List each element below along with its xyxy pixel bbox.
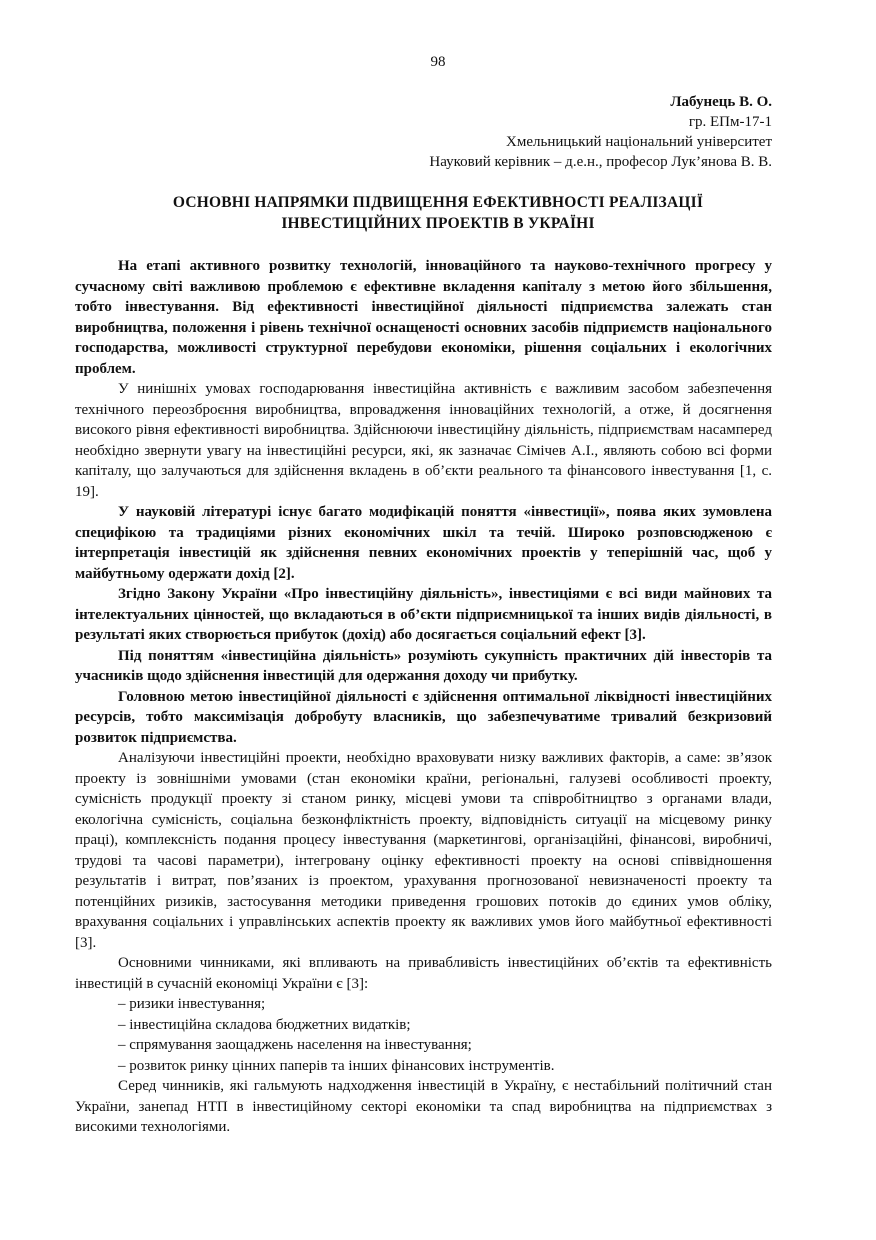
paragraph: Головною метою інвестиційної діяльності є здійснення оптимальної ліквідності інвестиційних ресурсів, тобто максимізація добробуту власників, що забезпечуватиме тривалий безкризовий розвиток підприємства.	[75, 688, 772, 746]
author-supervisor: Науковий керівник – д.е.н., професор Лук’янова В. В.	[429, 154, 772, 170]
article-title-line-2: ІНВЕСТИЦІЙНИХ ПРОЕКТІВ В УКРАЇНІ	[281, 215, 595, 232]
final-paragraph: Серед чинників, які гальмують надходження інвестицій в Україну, є нестабільний політичний стан України, занепад НТП в інвестиційному секторі економіки та спад виробництва на підприємствах з високими технологіями.	[75, 1078, 772, 1135]
paragraph: Під поняттям «інвестиційна діяльність» розуміють сукупність практичних дій інвесторів та учасників щодо здійснення інвестицій для одержання доходу чи прибутку.	[75, 647, 772, 684]
article-title-line-1: ОСНОВНІ НАПРЯМКИ ПІДВИЩЕННЯ ЕФЕКТИВНОСТІ РЕАЛІЗАЦІЇ	[172, 194, 704, 211]
paragraph: Аналізуючи інвестиційні проекти, необхідно враховувати низку важливих факторів, а саме: зв’язок проекту із зовнішніми умовами (стан економіки країни, регіональні, галузеві особливості проекту, сумісність продукції проекту зі станом ринку, місцеві умови та співробітництво з органами влади, екологічна сумісність, соціальна безконфліктність проекту, відповідність ситуації на місцевому ринку праці), комплексність подання процесу інвестування (маркетингові, організаційні, фінансові, виробничі, трудові та часові параметри), інтегровану оцінку ефективності проекту на основі співвідношення результатів і витрат, пов’язаних із проектом, урахування прогнозованої невизначеності проекту та потенційних ризиків, застосування методики приведення грошових потоків до єдиних умов обліку, врахування соціальних і управлінських аспектів проекту як важливих умов його майбутньої ефективності [3].	[75, 750, 772, 951]
list-item: – ризики інвестування;	[118, 996, 266, 1012]
paragraph: У науковій літературі існує багато модифікацій поняття «інвестиції», поява яких зумовлена специфікою та традиціями різних економічних шкіл та течій. Широко розповсюдженою є інтерпретація інвестицій як здійснення певних економічних проектів у теперішній час, щоб у майбутньому одержати дохід [2].	[75, 504, 772, 582]
paragraph: У нинішніх умовах господарювання інвестиційна активність є важливим засобом забезпечення технічного переозброєння виробництва, впровадження інноваційних технологій, а отже, й досягнення високого рівня ефективності виробництва. Здійснюючи інвестиційну діяльність, підприємствам насамперед необхідно звернути увагу на інвестиційні ресурси, які, як зазначає Сімічев А.І., являють собою всі форми капіталу, що залучаються для здійснення вкладень в об’єкти реального та фінансового інвестування [1, с. 19].	[75, 381, 772, 500]
article-title	[104, 192, 772, 234]
author-group: гр. ЕПм-17-1	[688, 114, 772, 130]
article-body	[75, 256, 772, 1138]
list-item: – спрямування заощаджень населення на інвестування;	[118, 1037, 472, 1053]
list-item: – інвестиційна складова бюджетних видатків;	[118, 1016, 411, 1033]
paragraph: Згідно Закону України «Про інвестиційну діяльність», інвестиціями є всі види майнових та інтелектуальних цінностей, що вкладаються в об’єкти підприємницької та інших видів діяльності, в результаті яких створюється прибуток (дохід) або досягається соціальний ефект [3].	[75, 586, 772, 643]
page-number: 98	[430, 54, 446, 70]
author-university: Хмельницький національний університет	[506, 134, 772, 150]
paragraph: Основними чинниками, які впливають на привабливість інвестиційних об’єктів та ефективність інвестицій в сучасній економіці України є [3]:	[75, 955, 772, 992]
author-block	[252, 92, 772, 172]
author-name: Лабунець В. О.	[670, 94, 772, 110]
list-item: – розвиток ринку цінних паперів та інших фінансових інструментів.	[118, 1057, 555, 1074]
paragraph: На етапі активного розвитку технологій, інноваційного та науково-технічного прогресу у сучасному світі важливою проблемою є ефективне вкладення капіталу з метою його збільшення, тобто інвестування. Від ефективності інвестиційної діяльності підприємства залежать стан виробництва, положення і рівень технічної оснащеності основних засобів підприємств національного господарства, можливості структурної перебудови економіки, рішення соціальних і екологічних проблем.	[75, 258, 772, 377]
